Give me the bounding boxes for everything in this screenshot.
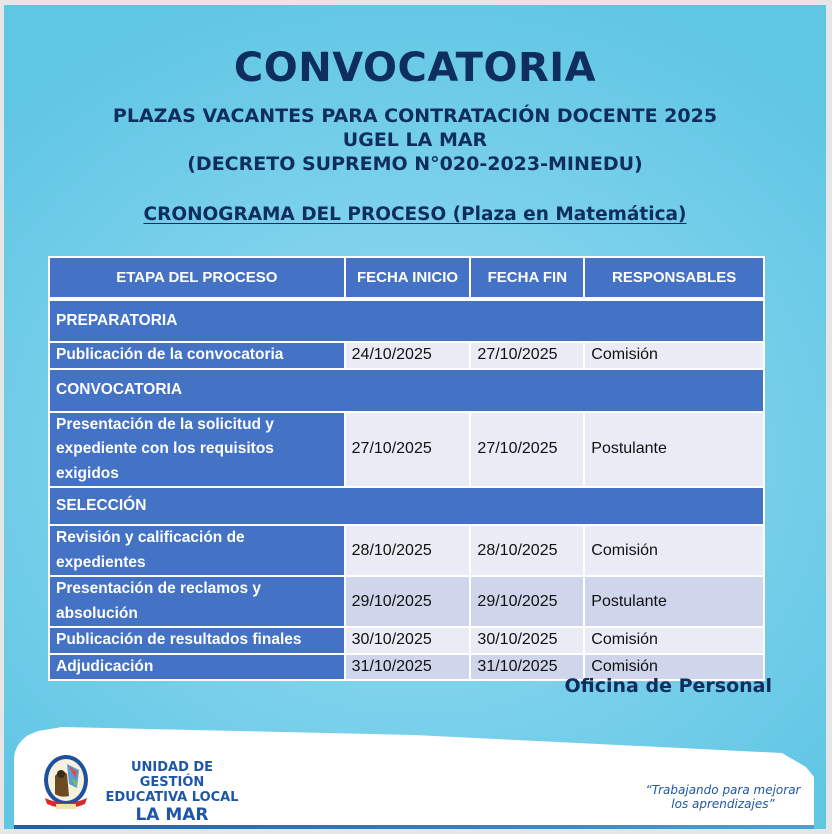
column-header-end: FECHA FIN: [470, 257, 584, 299]
responsible-cell: Comisión: [584, 627, 764, 654]
table-row: [49, 576, 764, 627]
stage-cell: Revisión y calificación de expedientes: [49, 525, 345, 576]
end-date-cell: 29/10/2025: [470, 576, 584, 627]
start-date-cell: 30/10/2025: [345, 627, 471, 654]
responsible-cell: Comisión: [584, 525, 764, 576]
organization-name: UNIDAD DE GESTIÓN EDUCATIVA LOCAL LA MAR: [105, 760, 239, 825]
table-header-row: [49, 257, 764, 299]
end-date-cell: 30/10/2025: [470, 627, 584, 654]
table-row: [49, 342, 764, 369]
phase-row-preparatoria: [49, 299, 764, 342]
responsible-cell: Postulante: [584, 412, 764, 488]
subtitle-line-3: (DECRETO SUPREMO N°020-2023-MINEDU): [187, 153, 643, 175]
ugel-emblem-icon: [41, 754, 91, 812]
responsible-cell: Comisión: [584, 342, 764, 369]
end-date-cell: 28/10/2025: [470, 525, 584, 576]
page-title: CONVOCATORIA: [233, 45, 597, 91]
phase-label: PREPARATORIA: [49, 299, 764, 342]
table-row: [49, 627, 764, 654]
phase-row-seleccion: [49, 487, 764, 525]
start-date-cell: 28/10/2025: [345, 525, 471, 576]
responsible-cell: Comisión: [584, 654, 764, 681]
schedule-title: CRONOGRAMA DEL PROCESO (Plaza en Matemática): [143, 204, 687, 225]
end-date-cell: 27/10/2025: [470, 342, 584, 369]
subtitle-line-1: PLAZAS VACANTES PARA CONTRATACIÓN DOCENTE 2025: [112, 105, 718, 127]
start-date-cell: 31/10/2025: [345, 654, 471, 681]
start-date-cell: 24/10/2025: [345, 342, 471, 369]
motto: “Trabajando para mejorar los aprendizajes”: [645, 783, 801, 811]
poster: [4, 5, 826, 829]
stage-cell: Presentación de reclamos y absolución: [49, 576, 345, 627]
subtitle-line-2: UGEL LA MAR: [342, 129, 488, 151]
table-row: [49, 412, 764, 488]
stage-cell: Adjudicación: [49, 654, 345, 681]
column-header-stage: ETAPA DEL PROCESO: [49, 257, 345, 299]
column-header-start: FECHA INICIO: [345, 257, 471, 299]
phase-label: CONVOCATORIA: [49, 369, 764, 412]
phase-label: SELECCIÓN: [49, 487, 764, 525]
stage-cell: Publicación de resultados finales: [49, 627, 345, 654]
phase-row-convocatoria: [49, 369, 764, 412]
start-date-cell: 27/10/2025: [345, 412, 471, 488]
stage-cell: Presentación de la solicitud y expediente con los requisitos exigidos: [49, 412, 345, 488]
schedule-table: [48, 256, 765, 681]
start-date-cell: 29/10/2025: [345, 576, 471, 627]
signature-office: Oficina de Personal: [564, 675, 772, 697]
end-date-cell: 31/10/2025: [470, 654, 584, 681]
end-date-cell: 27/10/2025: [470, 412, 584, 488]
column-header-responsible: RESPONSABLES: [584, 257, 764, 299]
responsible-cell: Postulante: [584, 576, 764, 627]
table-row: [49, 525, 764, 576]
stage-cell: Publicación de la convocatoria: [49, 342, 345, 369]
footer-stripe: [14, 825, 814, 829]
